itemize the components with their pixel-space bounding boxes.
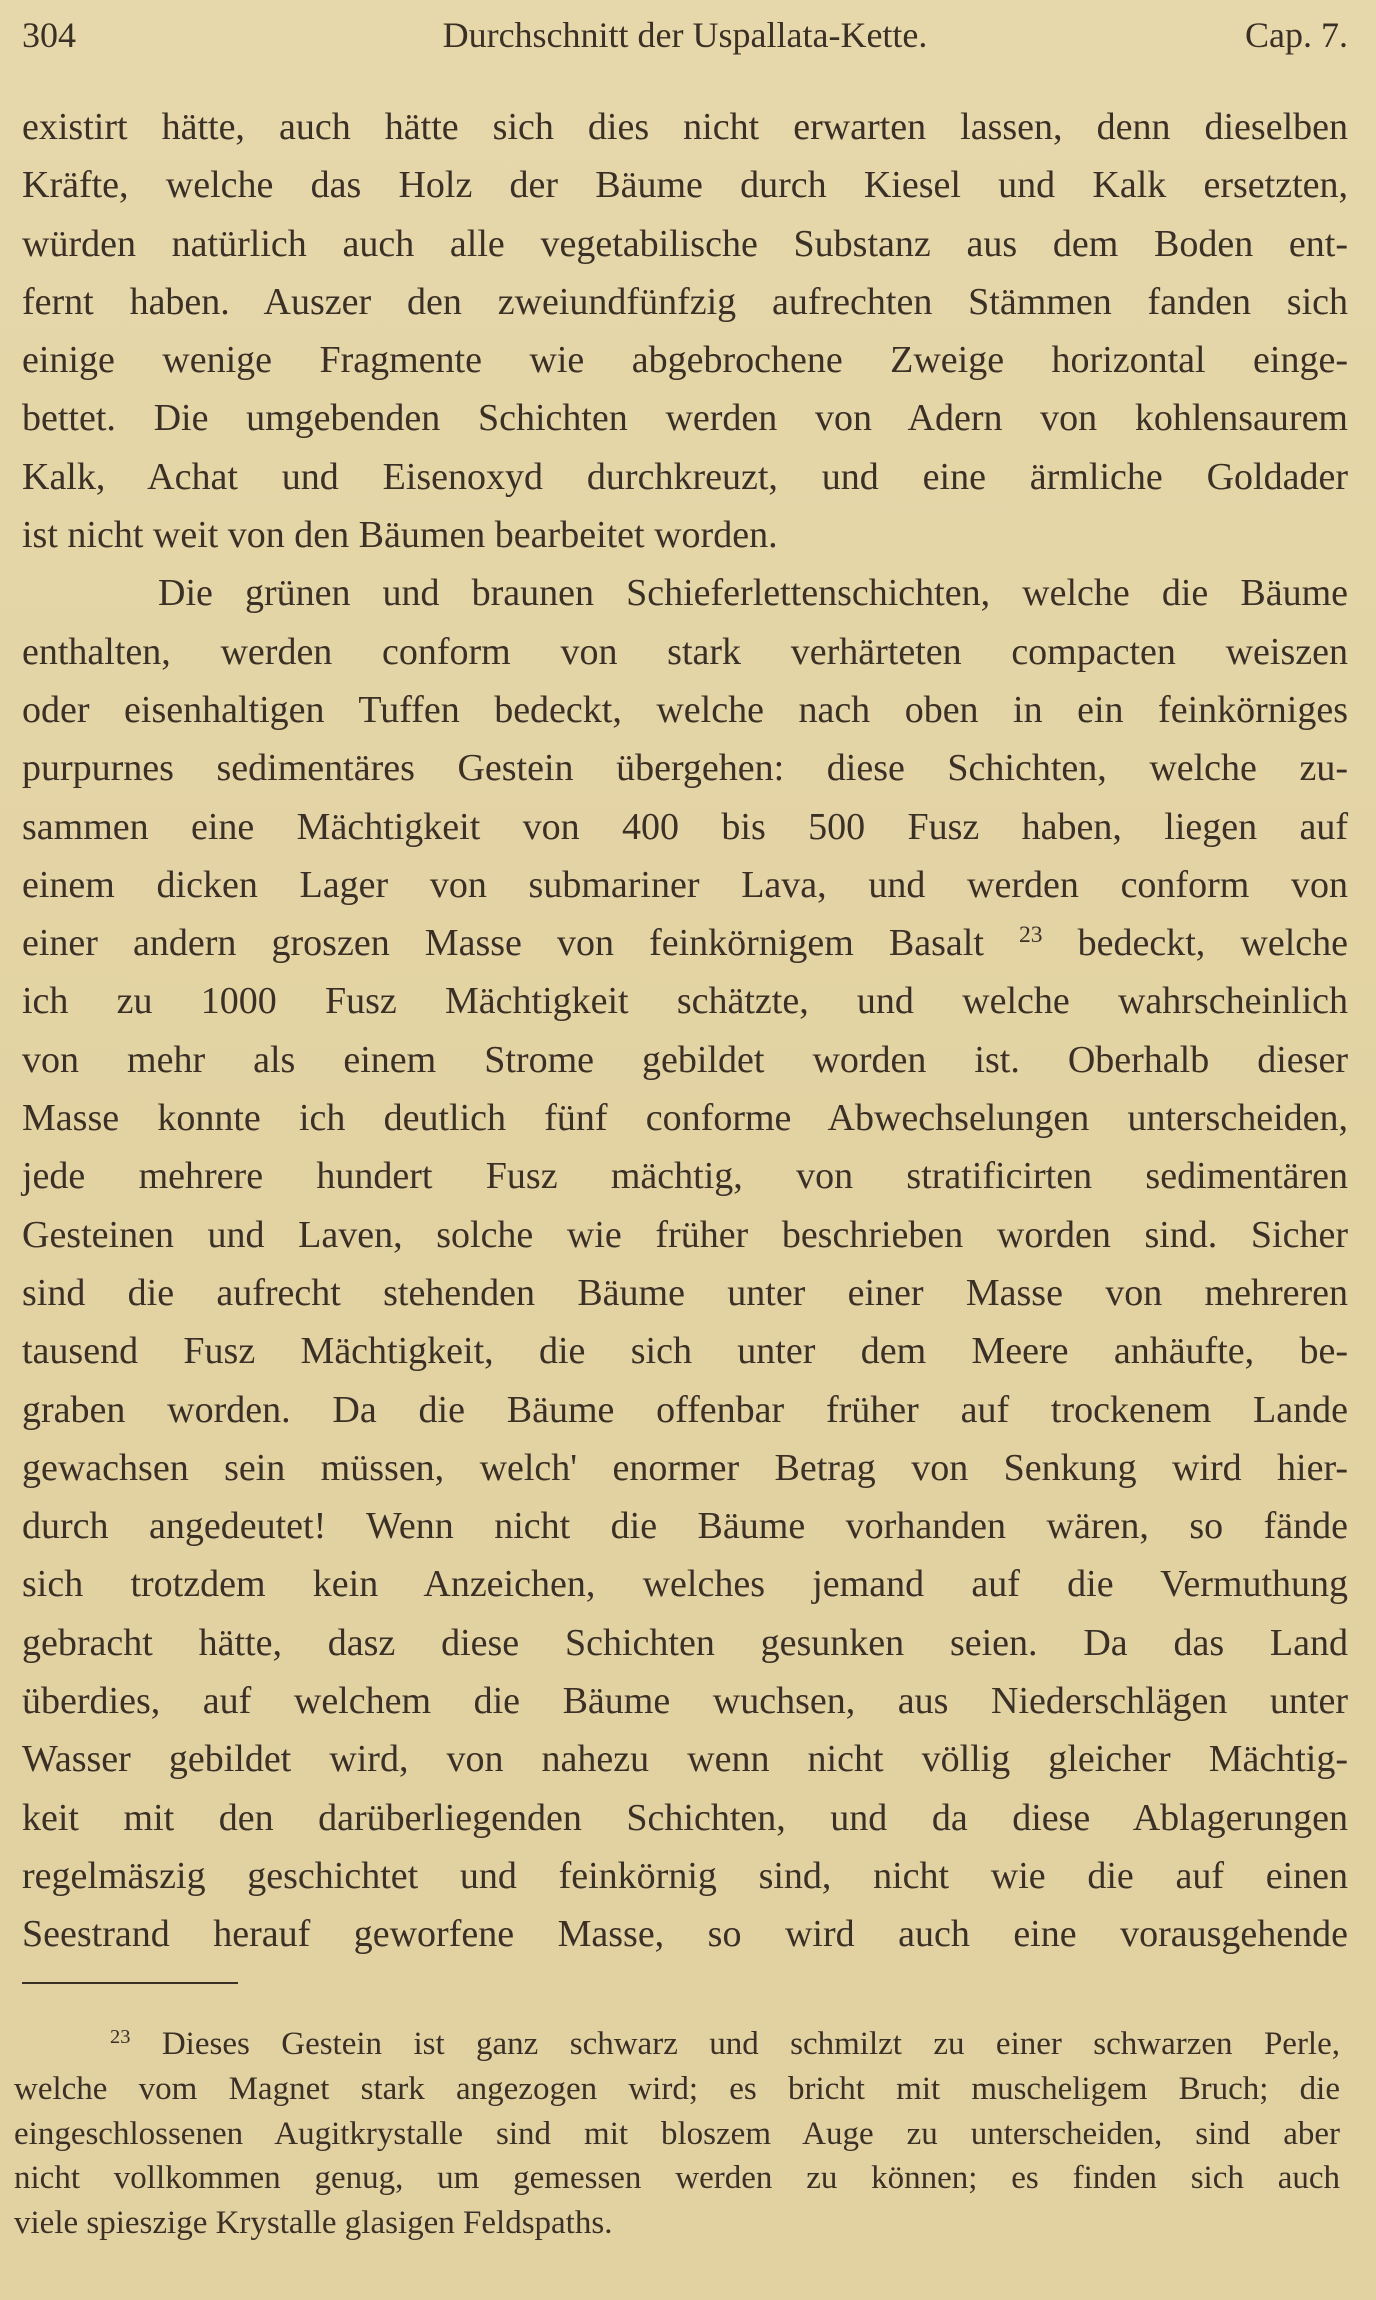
footnote-reference[interactable]: 23 [1019, 922, 1043, 949]
text-line: keit mit den darüberliegenden Schichten, und da diese Ablagerungen [22, 1796, 1348, 1839]
text-line: graben worden. Da die Bäume offenbar früher auf trockenem Lande [22, 1388, 1348, 1431]
text-line: überdies, auf welchem die Bäume wuchsen, aus Niederschlägen unter [22, 1680, 1348, 1723]
line-text: einer andern groszen Masse von feinkörnigem Basalt [22, 922, 984, 965]
text-line: enthalten, werden conform von stark verhärteten compacten weiszen [22, 630, 1348, 673]
text-line: Kalk, Achat und Eisenoxyd durchkreuzt, und eine ärmliche Goldader [22, 455, 1348, 498]
page-number: 304 [22, 15, 76, 55]
text-line: sammen eine Mächtigkeit von 400 bis 500 Fusz haben, liegen auf [22, 805, 1348, 848]
footnote [14, 2022, 1340, 2246]
text-line: einige wenige Fragmente wie abgebrochene Zweige horizontal einge- [22, 339, 1348, 382]
text-line: oder eisenhaltigen Tuffen bedeckt, welche nach oben in ein feinkörniges [22, 688, 1348, 731]
text-line: regelmäszig geschichtet und feinkörnig sind, nicht wie die auf einen [22, 1854, 1348, 1897]
text-line: sich trotzdem kein Anzeichen, welches jemand auf die Vermuthung [22, 1563, 1348, 1606]
text-line: durch angedeutet! Wenn nicht die Bäume vorhanden wären, so fände [22, 1505, 1348, 1548]
text-line: bettet. Die umgebenden Schichten werden von Adern von kohlensaurem [22, 397, 1348, 440]
running-header [22, 12, 1348, 58]
running-title: Durchschnitt der Uspallata-Kette. [442, 15, 928, 55]
text-line: jede mehrere hundert Fusz mächtig, von stratificirten sedimentären [22, 1155, 1348, 1198]
footnote-line: welche vom Magnet stark angezogen wird; es bricht mit muscheligem Bruch; die [14, 2070, 1340, 2107]
text-line: von mehr als einem Strome gebildet worden ist. Oberhalb dieser [22, 1038, 1348, 1081]
text-line: existirt hätte, auch hätte sich dies nicht erwarten lassen, denn dieselben [22, 106, 1348, 148]
text-line: fernt haben. Auszer den zweiundfünfzig aufrechten Stämmen fanden sich [22, 280, 1348, 323]
text-line: Wasser gebildet wird, von nahezu wenn nicht völlig gleicher Mächtig- [22, 1738, 1348, 1781]
footnote-text: Dieses Gestein ist ganz schwarz und schmilzt zu einer schwarzen Perle, [130, 2026, 1340, 2062]
footnote-line: eingeschlossenen Augitkrystalle sind mit bloszem Auge zu unterscheiden, sind aber [14, 2115, 1340, 2152]
footnote-line: viele spieszige Krystalle glasigen Feldspaths. [14, 2205, 613, 2242]
footnote-line: nicht vollkommen genug, um gemessen werden zu können; es finden sich auch [14, 2160, 1340, 2197]
text-line: Kräfte, welche das Holz der Bäume durch Kiesel und Kalk ersetzten, [22, 164, 1348, 207]
text-line: gebracht hätte, dasz diese Schichten gesunken seien. Da das Land [22, 1621, 1348, 1664]
footnote-line [14, 2022, 1340, 2067]
text-line: Masse konnte ich deutlich fünf conforme Abwechselungen unterscheiden, [22, 1097, 1348, 1140]
main-text [22, 98, 1348, 1964]
footnote-marker: 23 [110, 2025, 131, 2048]
text-line-with-footnote [22, 914, 1348, 972]
text-line: einem dicken Lager von submariner Lava, und werden conform von [22, 863, 1348, 906]
chapter-label: Cap. 7. [1245, 15, 1348, 55]
text-line: würden natürlich auch alle vegetabilische Substanz aus dem Boden ent- [22, 222, 1348, 265]
text-line: Gesteinen und Laven, solche wie früher beschrieben worden sind. Sicher [22, 1213, 1348, 1256]
text-line: ich zu 1000 Fusz Mächtigkeit schätzte, und welche wahrscheinlich [22, 980, 1348, 1023]
footnote-divider [22, 1982, 238, 1984]
text-line: purpurnes sedimentäres Gestein übergehen: diese Schichten, welche zu- [22, 747, 1348, 790]
text-line: ist nicht weit von den Bäumen bearbeitet worden. [22, 514, 778, 557]
line-text: bedeckt, welche [1042, 922, 1348, 965]
text-line: sind die aufrecht stehenden Bäume unter einer Masse von mehreren [22, 1271, 1348, 1314]
text-line: tausend Fusz Mächtigkeit, die sich unter dem Meere anhäufte, be- [22, 1330, 1348, 1373]
paragraph-start-line: Die grünen und braunen Schieferlettenschichten, welche die Bäume [158, 572, 1348, 615]
text-line: gewachsen sein müssen, welch' enormer Betrag von Senkung wird hier- [22, 1446, 1348, 1489]
text-line: Seestrand herauf geworfene Masse, so wird auch eine vorausgehende [22, 1913, 1348, 1956]
